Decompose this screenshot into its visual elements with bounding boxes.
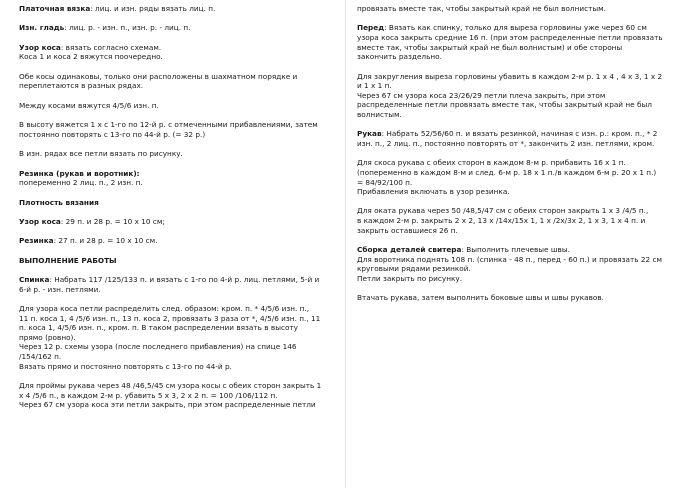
right-column	[357, 0, 673, 488]
paragraph-armhole: Для проймы рукава через 48 /46,5/45 см узора косы с обеих сторон закрыть 1 х 4 /5/6 п., в каждом 2-м р. убавить 5 х 3, 2 х 2 п. = 100 /106/112 п. Через 67 см узора коса эти петли закрыть, при этом распределенные петли	[19, 381, 322, 410]
paragraph-gauge-cable: Узор коса: 29 п. и 28 р. = 10 х 10 см;	[19, 216, 165, 226]
paragraph-final-seams: Втачать рукава, затем выполнить боковые швы и швы рукавов.	[357, 293, 604, 303]
paragraph-sleeve-cap: Для оката рукава через 50 /48,5/47 см с обеих сторон закрыть 1 х 3 /4/5 п., в каждом 2-м р. закрыть 2 х 2, 13 х /14х/15х 1, 1 х /2х/3х 2, 1 х 3, 1 х 4 п. и закрыть оставшиеся 26 п.	[357, 206, 649, 235]
paragraph-sleeve: Рукав: Набрать 52/56/60 п. и вязать резинкой, начиная с изн. р.: кром. п., * 2 изн. п., 2 лиц. п., постоянно повторять от *, закончить 2 изн. петлями, кром.	[357, 129, 658, 148]
left-column	[19, 0, 335, 488]
paragraph-neckline: Для закругления выреза горловины убавить в каждом 2-м р. 1 х 4 , 4 х 3, 1 х 2 и 1 х 1 п. Через 67 см узора коса 23/26/29 петли плеча закрыть, при этом распределенные петли провязать вместе так, чтобы закрытый край не был волнистым.	[357, 71, 663, 119]
paragraph-garter-stitch: Платочная вязка: лиц. и изн. ряды вязать лиц. п.	[19, 4, 216, 13]
column-divider	[345, 0, 346, 488]
paragraph-assembly: Сборка деталей свитера: Выполнить плечевые швы. Для воротника поднять 108 п. (спинка - 48 п., перед - 60 п.) и провязать 22 см круговыми рядами резинкой. Петли закрыть по рисунку.	[357, 245, 663, 283]
paragraph-back: Спинка: Набрать 117 /125/133 п. и вязать с 1-го по 4-й р. лиц. петлями, 5-й и 6-й р. - изн. петлями.	[19, 275, 320, 294]
paragraph-cables-staggered: Обе косы одинаковы, только они расположены в шахматном порядке и переплетаются в разных рядах.	[19, 71, 298, 91]
heading-instructions: ВЫПОЛНЕНИЕ РАБОТЫ	[19, 255, 117, 265]
paragraph-between-cables: Между косами вяжутся 4/5/6 изн. п.	[19, 100, 159, 110]
paragraph-cable-distribution: Для узора коса петли распределить след. образом: кром. п. * 4/5/6 изн. п., 11 п. коса 1, 4 /5/6 изн. п., 13 п. коса 2, провязать 3 раза от *, 4/5/6 изн. п., 11 п. коса 1, 4/5/6 изн. п., кром. п. В таком распределении вязать в высоту прямо (ровно). Через 12 р. схемы узора (после последнего прибавления) на спице 146 /154/162 п. Вязать прямо и постоянно повторять с 13-го по 44-й р.	[19, 304, 321, 371]
paragraph-height-repeat: В высоту вяжется 1 х с 1-го по 12-й р. с отмеченными прибавлениями, затем постоянно повторять с 13-го по 44-й р. (= 32 р.)	[19, 120, 318, 139]
paragraph-front: Перед: Вязать как спинку, только для выреза горловины уже через 60 см узора коса закрыть средние 16 п. (при этом распределенные петли провязать вместе так, чтобы закрытый край не был волнистым) и обе стороны закончить раздельно.	[357, 23, 663, 62]
paragraph-sleeve-increase: Для скоса рукава с обеих сторон в каждом 8-м р. прибавить 16 х 1 п. (попеременно в каждом 8-м и след. 6-м р. 18 х 1 п./в каждом 6-м р. 20 х 1 п.) = 84/92/100 п. Прибавления включать в узор резинка.	[357, 158, 657, 197]
paragraph-gauge-ribbing: Резинка: 27 п. и 28 р. = 10 х 10 см.	[19, 236, 158, 246]
heading-gauge: Плотность вязания	[19, 197, 99, 207]
paragraph-ribbing: Резинка (рукав и воротник): попеременно 2 лиц. п., 2 изн. п.	[19, 168, 143, 188]
paragraph-reverse-stockinette: Изн. гладь: лиц. р. - изн. п., изн. р. - лиц. п.	[19, 23, 191, 33]
paragraph-bind-off-continued: провязать вместе так, чтобы закрытый край не был волнистым.	[357, 4, 606, 13]
paragraph-cable-pattern: Узор коса: вязать согласно схемам. Коса 1 и коса 2 вяжутся поочередно.	[19, 42, 163, 62]
paragraph-wrong-side-rows: В изн. рядах все петли вязать по рисунку.	[19, 149, 183, 159]
